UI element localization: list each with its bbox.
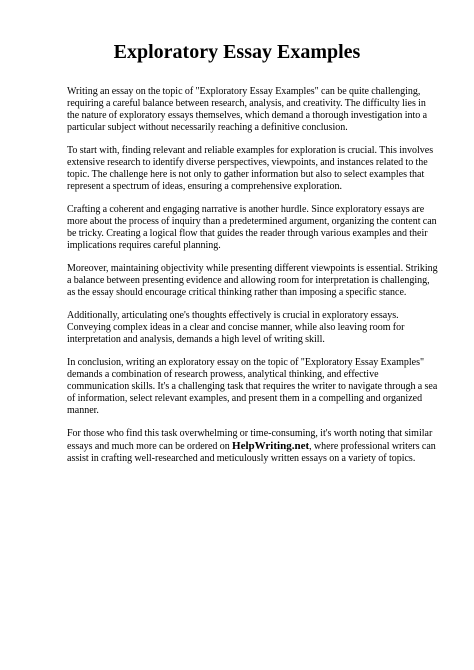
page-title: Exploratory Essay Examples (113, 41, 361, 63)
paragraph-7-before-link: For those who find this task overwhelming or time-consuming, it's worth noting that similar essays and much more can be ordered on (67, 428, 433, 452)
paragraph-7-after-link: , where professional writers can assist in crafting well-researched and meticulously written essays on a variety of topics. (67, 441, 436, 464)
paragraph-7 (67, 428, 439, 465)
helpwriting-link[interactable]: HelpWriting.net (232, 440, 310, 452)
paragraph-1: Writing an essay on the topic of "Exploratory Essay Examples" can be quite challenging, requiring a careful balance between research, analysis, and creativity. The difficulty lies in the nature of exploratory essays themselves, which demand a thorough investigation into a particular subject without necessarily reaching a definitive conclusion. (67, 86, 428, 133)
paragraph-2: To start with, finding relevant and reliable examples for exploration is crucial. This involves extensive research to identify diverse perspectives, viewpoints, and instances related to the topic. The challenge here is not only to gather information but also to select examples that represent a spectrum of ideas, ensuring a comprehensive exploration. (67, 145, 434, 192)
paragraph-5: Additionally, articulating one's thoughts effectively is crucial in exploratory essays. Conveying complex ideas in a clear and concise manner, while also leaving room for interpretation and analysis, demands a high level of writing skill. (67, 310, 405, 345)
essay-body (67, 86, 439, 476)
paragraph-3: Crafting a coherent and engaging narrative is another hurdle. Since exploratory essays are more about the process of inquiry than a predetermined argument, organizing the content can be tricky. Creating a logical flow that guides the reader through various examples and their implications requires careful planning. (67, 204, 437, 251)
paragraph-4: Moreover, maintaining objectivity while presenting different viewpoints is essential. Striking a balance between presenting evidence and allowing room for interpretation is challenging, as the essay should encourage critical thinking rather than imposing a specific stance. (67, 263, 438, 298)
paragraph-6: In conclusion, writing an exploratory essay on the topic of "Exploratory Essay Examples" demands a combination of research prowess, analytical thinking, and effective communication skills. It's a challenging task that requires the writer to navigate through a sea of information, select relevant examples, and present them in a compelling and organized manner. (67, 357, 438, 416)
